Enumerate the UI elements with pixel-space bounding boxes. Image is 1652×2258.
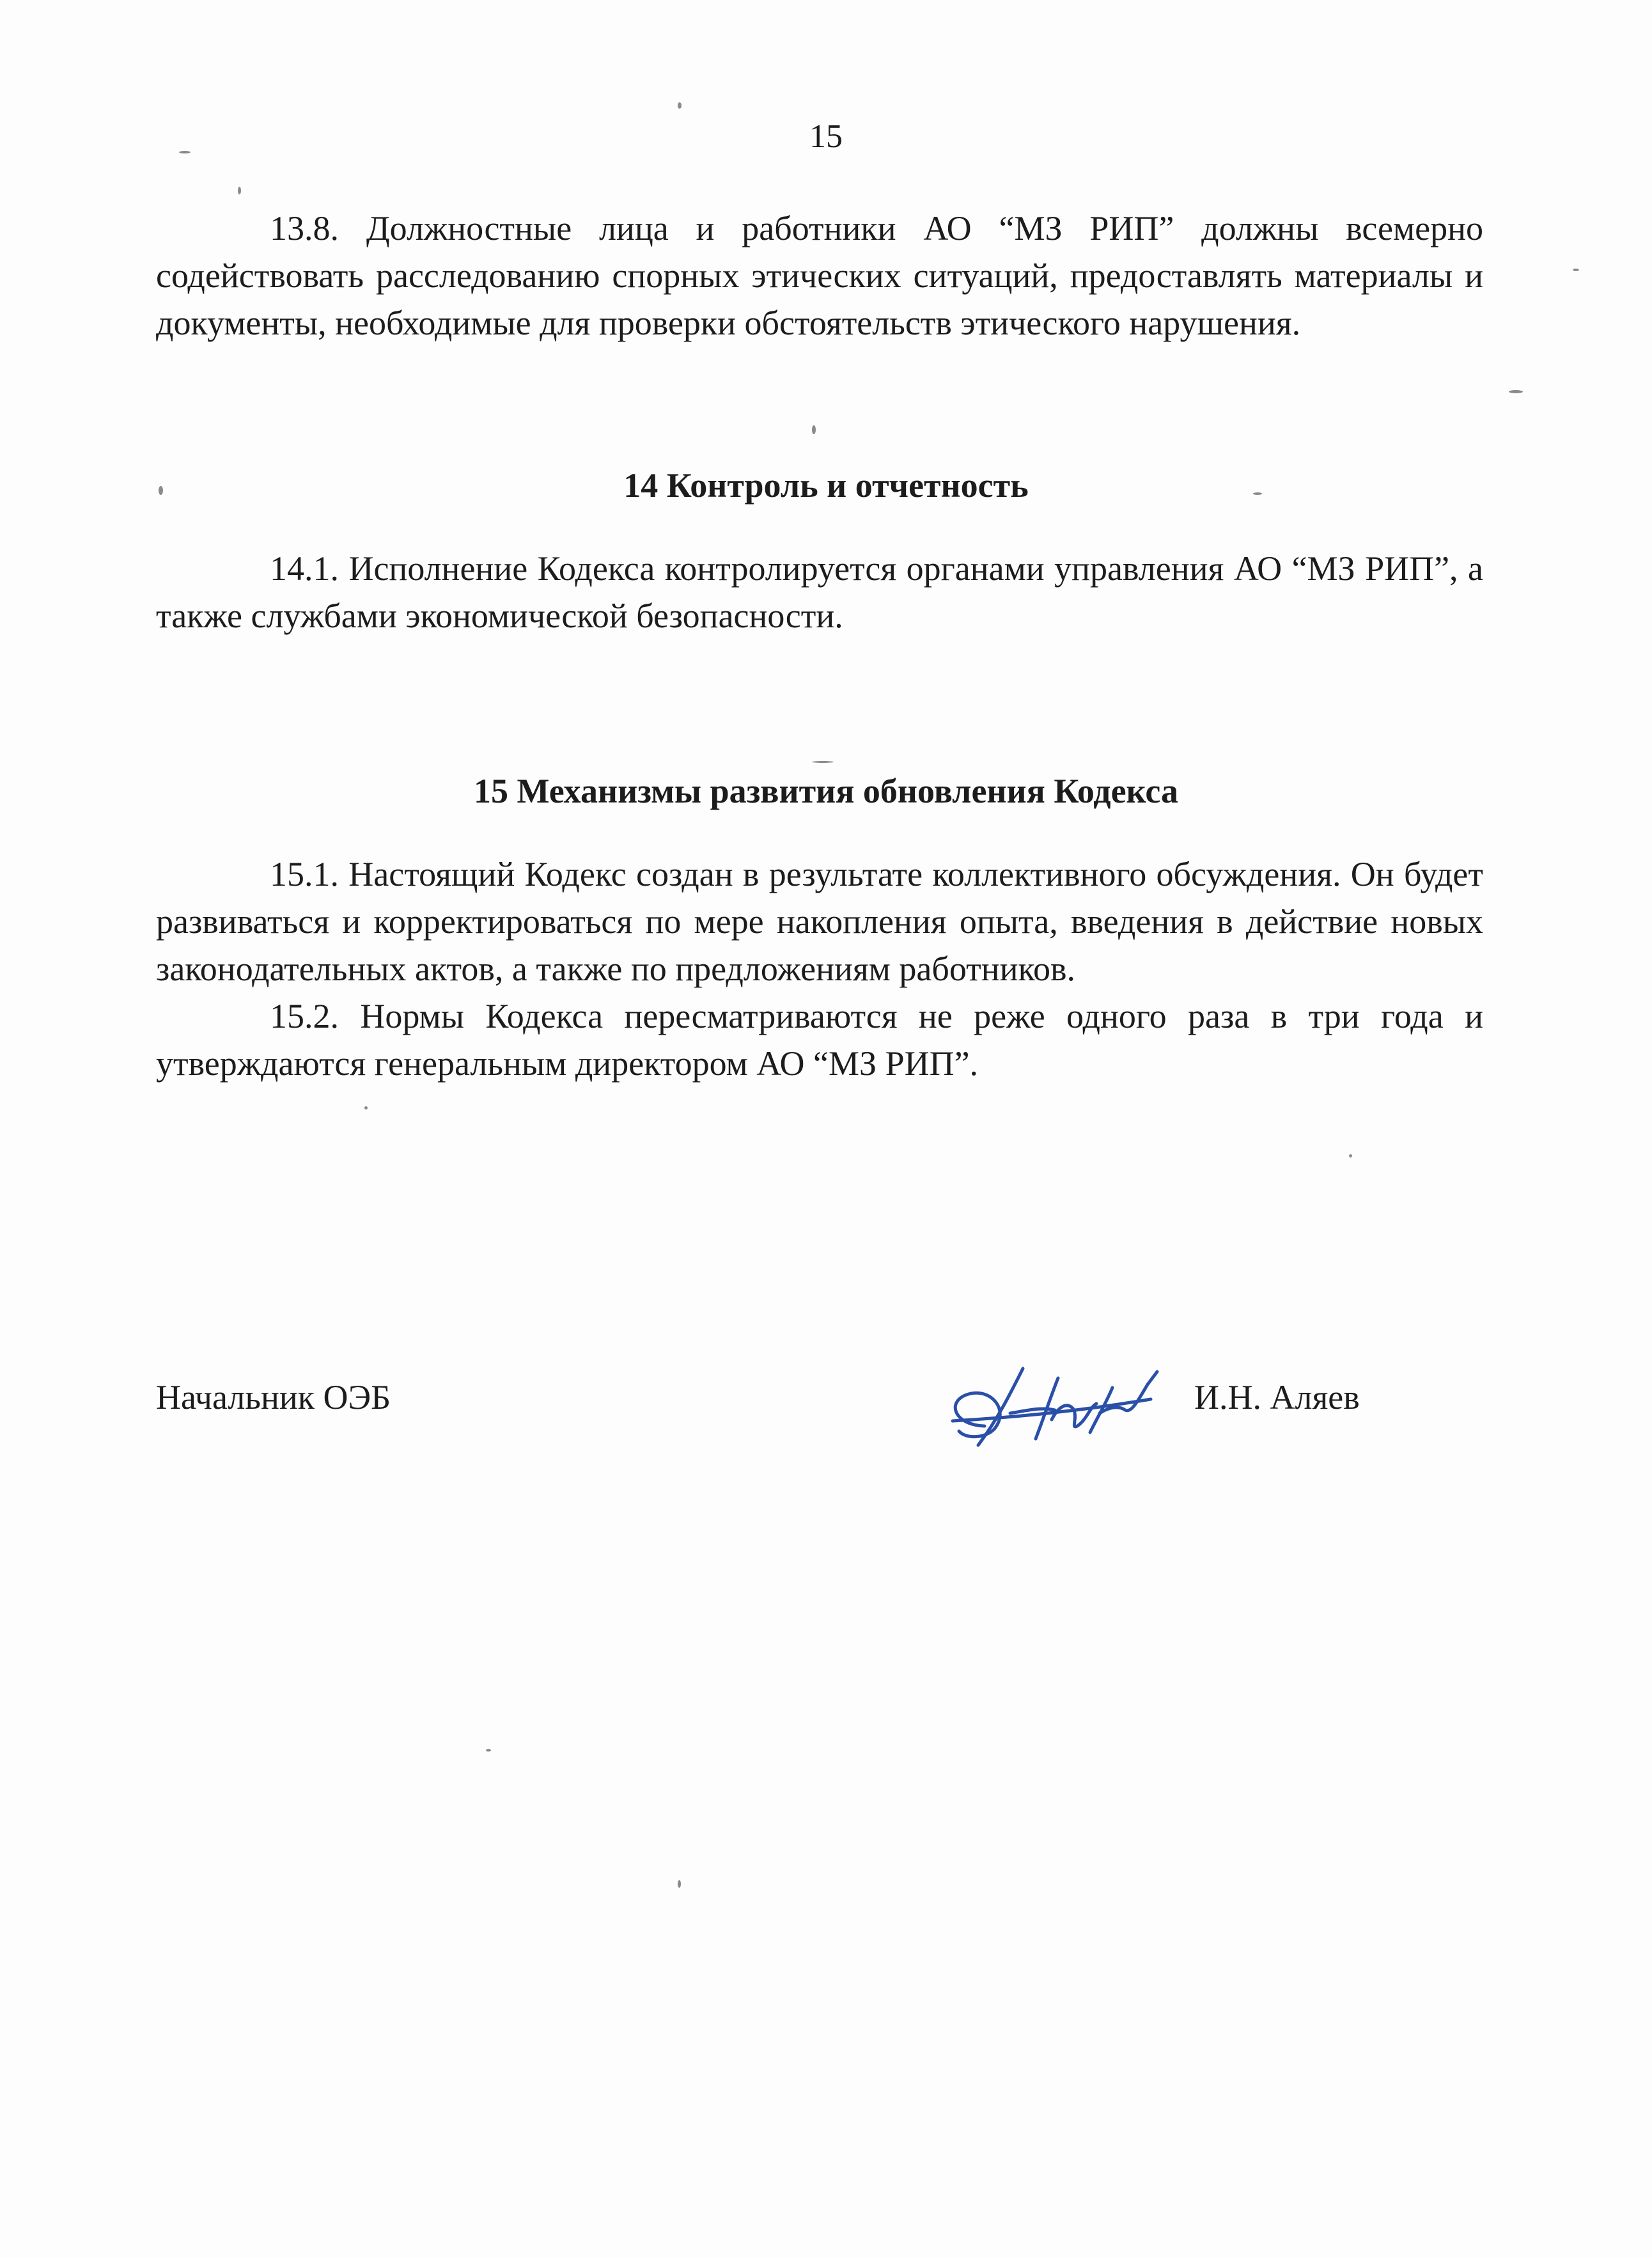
paragraph-13-8: 13.8. Должностные лица и работники АО “МЗ РИП” должны всемерно содействовать расследованию спорных этических ситуаций, предоставлять материалы и документы, необходимые для проверки обстоятельств этического нарушения. <box>156 209 1483 342</box>
paragraph-14-1: 14.1. Исполнение Кодекса контролируется органами управления АО “МЗ РИП”, а также службами экономической безопасности. <box>156 549 1483 635</box>
paragraph-15-1: 15.1. Настоящий Кодекс создан в результате коллективного обсуждения. Он будет развиваться и корректироваться по мере накопления опыта, введения в действие новых законодательных актов, а также по предложениям работников. <box>156 855 1483 988</box>
scan-speck <box>678 1880 681 1888</box>
scan-speck <box>1253 492 1262 495</box>
scan-speck <box>812 761 834 763</box>
scan-speck <box>812 425 816 434</box>
scan-speck <box>678 102 682 109</box>
section-14-body <box>156 545 1483 639</box>
signatory-name: И.Н. Аляев <box>1194 1378 1360 1416</box>
scan-speck <box>1509 390 1523 393</box>
scan-speck <box>486 1749 491 1752</box>
handwritten-signature <box>940 1349 1170 1458</box>
page-number: 15 <box>809 118 843 155</box>
paragraph-15-2: 15.2. Нормы Кодекса пересматриваются не реже одного раза в три года и утверждаются генеральным директором АО “МЗ РИП”. <box>156 997 1483 1083</box>
scan-speck <box>1349 1154 1352 1157</box>
section-15-heading: 15 Механизмы развития обновления Кодекса <box>474 772 1178 810</box>
scan-speck <box>238 187 241 194</box>
scan-speck <box>159 486 163 495</box>
section-13-body <box>156 205 1483 347</box>
signatory-position: Начальник ОЭБ <box>156 1378 391 1416</box>
scan-speck <box>364 1106 368 1109</box>
section-15-body <box>156 851 1483 1087</box>
scan-speck <box>179 151 191 153</box>
section-14-heading: 14 Контроль и отчетность <box>623 466 1029 505</box>
scan-speck <box>1573 269 1579 271</box>
